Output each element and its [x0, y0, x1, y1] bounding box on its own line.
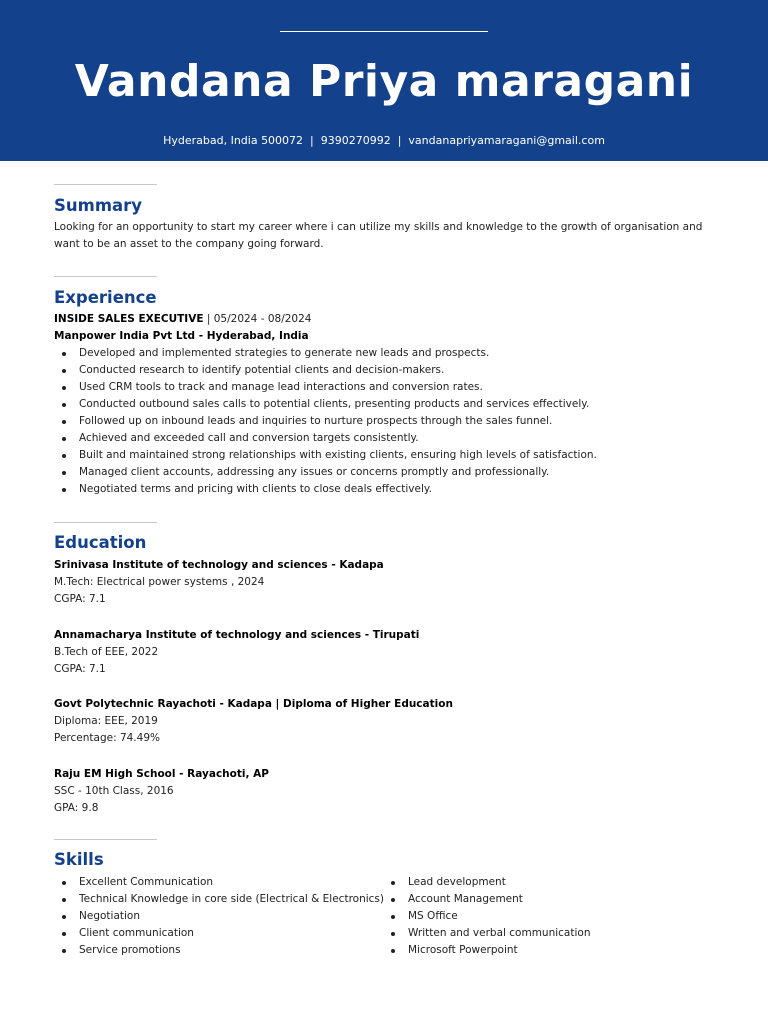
skill-item: Service promotions [54, 942, 354, 959]
summary-title: Summary [54, 196, 143, 215]
skill-item: Microsoft Powerpoint [383, 942, 683, 959]
experience-bullet: Built and maintained strong relationships with existing clients, ensuring high levels of satisfaction. [54, 447, 724, 464]
education-entry [54, 557, 724, 608]
education-entry [54, 766, 724, 817]
skill-item: Technical Knowledge in core side (Electrical & Electronics) [54, 891, 354, 908]
skill-item: Excellent Communication [54, 874, 354, 891]
education-degree: B.Tech of EEE, 2022 [54, 646, 159, 658]
contact-line: Hyderabad, India 500072 | 9390270992 | vandanapriyamaragani@gmail.com [163, 134, 605, 147]
education-school: Srinivasa Institute of technology and sciences - Kadapa [54, 559, 384, 571]
job-dates: | 05/2024 - 08/2024 [203, 313, 312, 325]
skills-title: Skills [54, 850, 104, 869]
education-degree: SSC - 10th Class, 2016 [54, 785, 174, 797]
education-school: Govt Polytechnic Rayachoti - Kadapa | Diploma of Higher Education [54, 698, 453, 710]
education-entry [54, 696, 724, 747]
section-divider [54, 276, 157, 277]
skill-item: Negotiation [54, 908, 354, 925]
section-divider [54, 522, 157, 523]
job-role: INSIDE SALES EXECUTIVE [54, 313, 204, 325]
skill-item: Account Management [383, 891, 683, 908]
skill-item: Client communication [54, 925, 354, 942]
education-grade: GPA: 9.8 [54, 802, 99, 814]
summary-section [54, 184, 724, 264]
education-degree: M.Tech: Electrical power systems , 2024 [54, 576, 265, 588]
skills-left-list [54, 874, 384, 959]
header-divider [280, 31, 488, 32]
job-company: Manpower India Pvt Ltd - Hyderabad, India [54, 330, 309, 342]
experience-bullet: Developed and implemented strategies to generate new leads and prospects. [54, 345, 724, 362]
skills-section [54, 839, 724, 989]
skill-item: MS Office [383, 908, 683, 925]
skills-right-list [383, 874, 683, 959]
education-title: Education [54, 533, 147, 552]
skill-item: Written and verbal communication [383, 925, 683, 942]
skills-columns [54, 874, 724, 984]
experience-section [54, 276, 724, 506]
education-school: Annamacharya Institute of technology and sciences - Tirupati [54, 629, 420, 641]
experience-bullet: Achieved and exceeded call and conversion targets consistently. [54, 430, 724, 447]
experience-bullet: Managed client accounts, addressing any issues or concerns promptly and professionally. [54, 464, 724, 481]
education-section [54, 522, 724, 822]
section-divider [54, 184, 157, 185]
resume-header [0, 0, 768, 161]
experience-bullets [54, 345, 724, 498]
education-grade: CGPA: 7.1 [54, 663, 106, 675]
experience-title: Experience [54, 288, 157, 307]
candidate-name: Vandana Priya maragani [74, 56, 694, 107]
experience-bullet: Conducted research to identify potential clients and decision-makers. [54, 362, 724, 379]
experience-bullet: Used CRM tools to track and manage lead interactions and conversion rates. [54, 379, 724, 396]
job-heading [54, 311, 311, 328]
education-degree: Diploma: EEE, 2019 [54, 715, 158, 727]
education-grade: Percentage: 74.49% [54, 732, 160, 744]
skill-item: Lead development [383, 874, 683, 891]
experience-bullet: Conducted outbound sales calls to potential clients, presenting products and services effectively. [54, 396, 724, 413]
summary-text: Looking for an opportunity to start my career where i can utilize my skills and knowledge to the growth of organisation and want to be an asset to the company going forward. [54, 221, 703, 250]
education-school: Raju EM High School - Rayachoti, AP [54, 768, 269, 780]
experience-bullet: Followed up on inbound leads and inquiries to nurture prospects through the sales funnel. [54, 413, 724, 430]
experience-bullet: Negotiated terms and pricing with clients to close deals effectively. [54, 481, 724, 498]
education-grade: CGPA: 7.1 [54, 593, 106, 605]
education-entry [54, 627, 724, 678]
section-divider [54, 839, 157, 840]
